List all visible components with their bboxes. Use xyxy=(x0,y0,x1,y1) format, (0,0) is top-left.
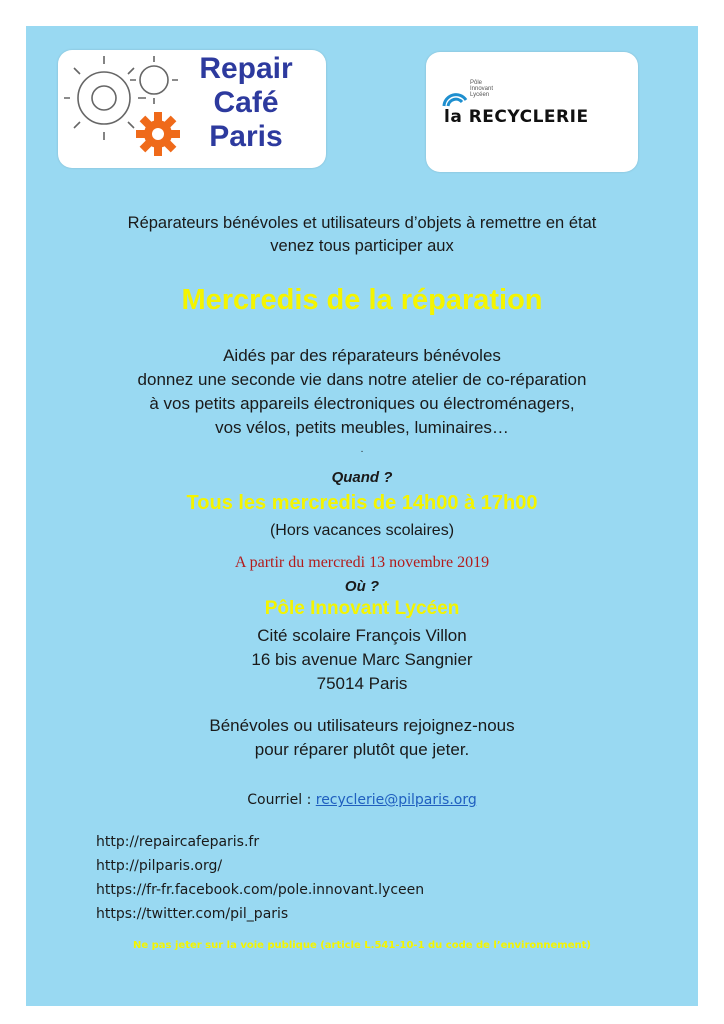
poster xyxy=(26,26,698,1006)
pil-arc-icon xyxy=(440,80,470,108)
description-line-3: à vos petits appareils électroniques ou électroménagers, xyxy=(149,394,575,413)
email-link[interactable]: recyclerie@pilparis.org xyxy=(315,792,477,808)
recyclerie-wordmark: la RECYCLERIE xyxy=(444,107,589,127)
gears-icon xyxy=(62,50,182,168)
recyclerie-logo xyxy=(426,52,638,172)
link-facebook[interactable]: https://fr-fr.facebook.com/pole.innovant.lyceen xyxy=(96,882,425,898)
logo-word-paris: Paris xyxy=(209,120,283,153)
dot-separator: . xyxy=(360,444,364,455)
footer-notice: Ne pas jeter sur la voie publique (article L.541-10-1 du code de l’environnement) xyxy=(133,940,591,951)
contact-line xyxy=(26,792,698,808)
link-pilparis[interactable]: http://pilparis.org/ xyxy=(96,858,223,874)
description-line-1: Aidés par des réparateurs bénévoles xyxy=(223,346,501,365)
when-label: Quand ? xyxy=(331,469,393,486)
address-line-1: Cité scolaire François Villon xyxy=(257,626,467,645)
page-title: Mercredis de la réparation xyxy=(181,284,543,316)
when-schedule: Tous les mercredis de 14h00 à 17h00 xyxy=(186,492,538,514)
when-note: (Hors vacances scolaires) xyxy=(269,522,455,539)
link-repaircafe[interactable]: http://repaircafeparis.fr xyxy=(96,834,260,850)
intro-line-1: Réparateurs bénévoles et utilisateurs d’objets à remettre en état xyxy=(127,214,597,232)
where-label: Où ? xyxy=(344,578,380,595)
intro-line-2: venez tous participer aux xyxy=(270,237,454,255)
pil-small-text: Pôle Innovant Lycéen xyxy=(470,80,494,98)
description-line-4: vos vélos, petits meubles, luminaires… xyxy=(215,418,509,437)
logo-word-cafe: Café xyxy=(213,86,279,119)
description-line-2: donnez une seconde vie dans notre atelier de co-réparation xyxy=(137,370,587,389)
logo-word-repair: Repair xyxy=(199,52,293,85)
cta-line-1: Bénévoles ou utilisateurs rejoignez-nous xyxy=(209,716,515,735)
address-line-2: 16 bis avenue Marc Sangnier xyxy=(251,650,473,669)
address-line-3: 75014 Paris xyxy=(316,674,408,693)
contact-label: Courriel : xyxy=(247,792,316,808)
cta-line-2: pour réparer plutôt que jeter. xyxy=(254,740,470,759)
where-venue: Pôle Innovant Lycéen xyxy=(264,598,460,619)
repair-cafe-paris-logo xyxy=(58,50,326,168)
link-twitter[interactable]: https://twitter.com/pil_paris xyxy=(96,906,289,922)
repair-cafe-paris-wordmark xyxy=(176,52,316,154)
when-start-date: A partir du mercredi 13 novembre 2019 xyxy=(234,554,490,571)
